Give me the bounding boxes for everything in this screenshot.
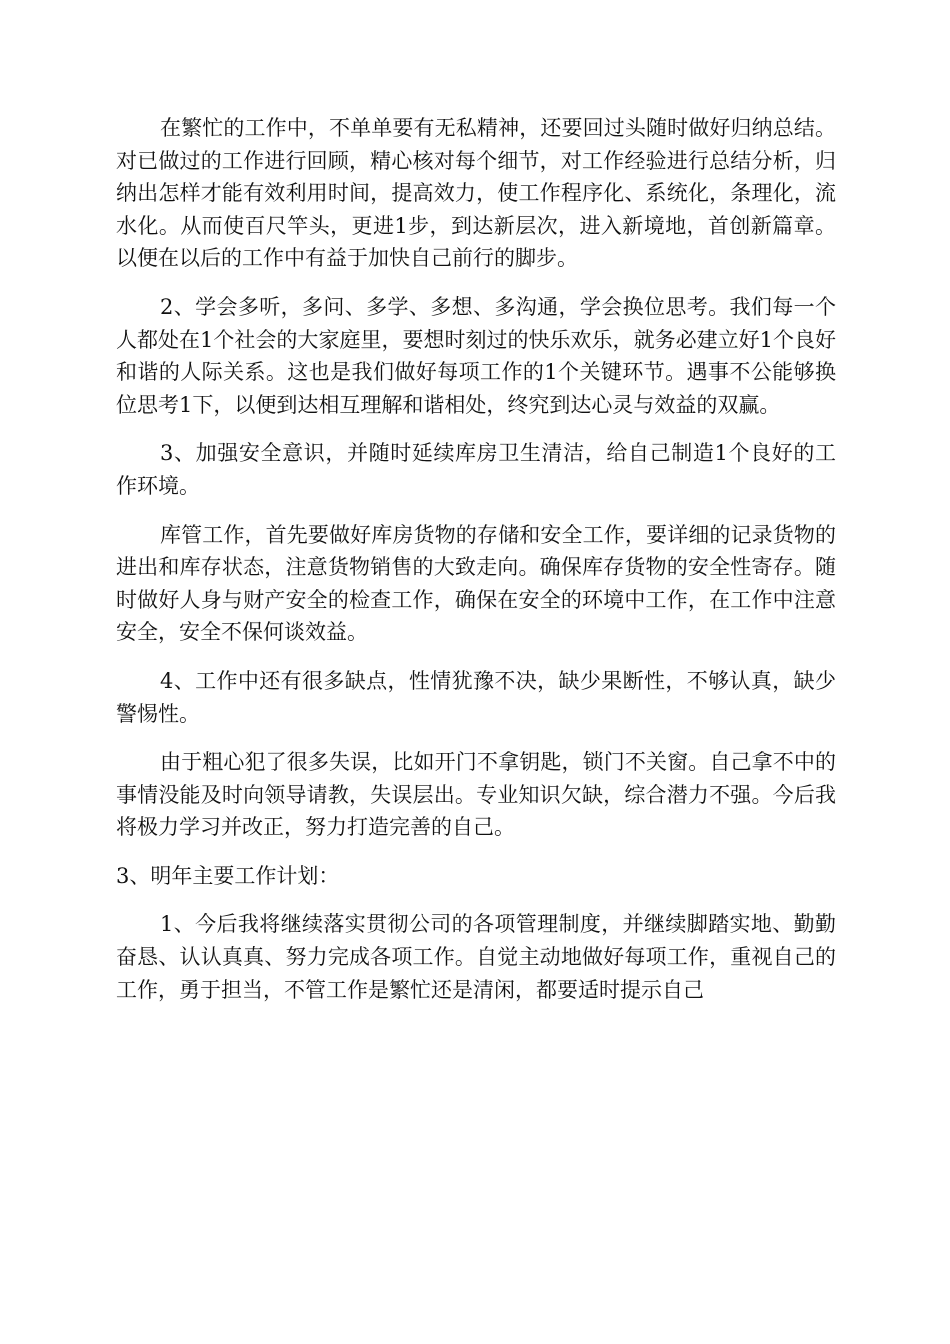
paragraph-item-2-communication: 2、学会多听，多问、多学、多想、多沟通，学会换位思考。我们每一个人都处在1个社会的大家庭里，要想时刻过的快乐欢乐，就务必建立好1个良好和谐的人际关系。这也是我们做好每项工作的1个关键环节。遇事不公能够换位思考1下，以便到达相互理解和谐相处，终究到达心灵与效益的双赢。 [116,294,836,417]
paragraph-summary: 在繁忙的工作中，不单单要有无私精神，还要回过头随时做好归纳总结。对已做过的工作进行回顾，精心核对每个细节，对工作经验进行总结分析，归纳出怎样才能有效利用时间，提高效力，使工作程序化、系统化，条理化，流水化。从而使百尺竿头，更进1步，到达新层次，进入新境地，首创新篇章。以便在以后的工作中有益于加快自己前行的脚步。 [116,116,836,271]
document-page [116,112,836,1006]
paragraph-mistakes: 由于粗心犯了很多失误，比如开门不拿钥匙，锁门不关窗。自己拿不中的事情没能及时向领导请教，失误层出。专业知识欠缺，综合潜力不强。今后我将极力学习并改正，努力打造完善的自己。 [116,750,836,840]
paragraph-item-4-shortcomings: 4、工作中还有很多缺点，性情犹豫不决，缺少果断性，不够认真，缺少警惕性。 [116,668,836,726]
section-heading-next-year-plan: 3、明年主要工作计划： [116,863,340,888]
paragraph-item-3-safety: 3、加强安全意识，并随时延续库房卫生清洁，给自己制造1个良好的工作环境。 [116,441,836,498]
paragraph-warehouse-duties: 库管工作，首先要做好库房货物的存储和安全工作，要详细的记录货物的进出和库存状态，注意货物销售的大致走向。确保库存货物的安全性寄存。随时做好人身与财产安全的检查工作，确保在安全的环境中工作，在工作中注意安全，安全不保何谈效益。 [116,522,836,645]
paragraph-plan-item-1: 1、今后我将继续落实贯彻公司的各项管理制度，并继续脚踏实地、勤勤奋恳、认认真真、努力完成各项工作。自觉主动地做好每项工作，重视自己的工作，勇于担当，不管工作是繁忙还是清闲，都要适时提示自己 [116,912,836,1002]
